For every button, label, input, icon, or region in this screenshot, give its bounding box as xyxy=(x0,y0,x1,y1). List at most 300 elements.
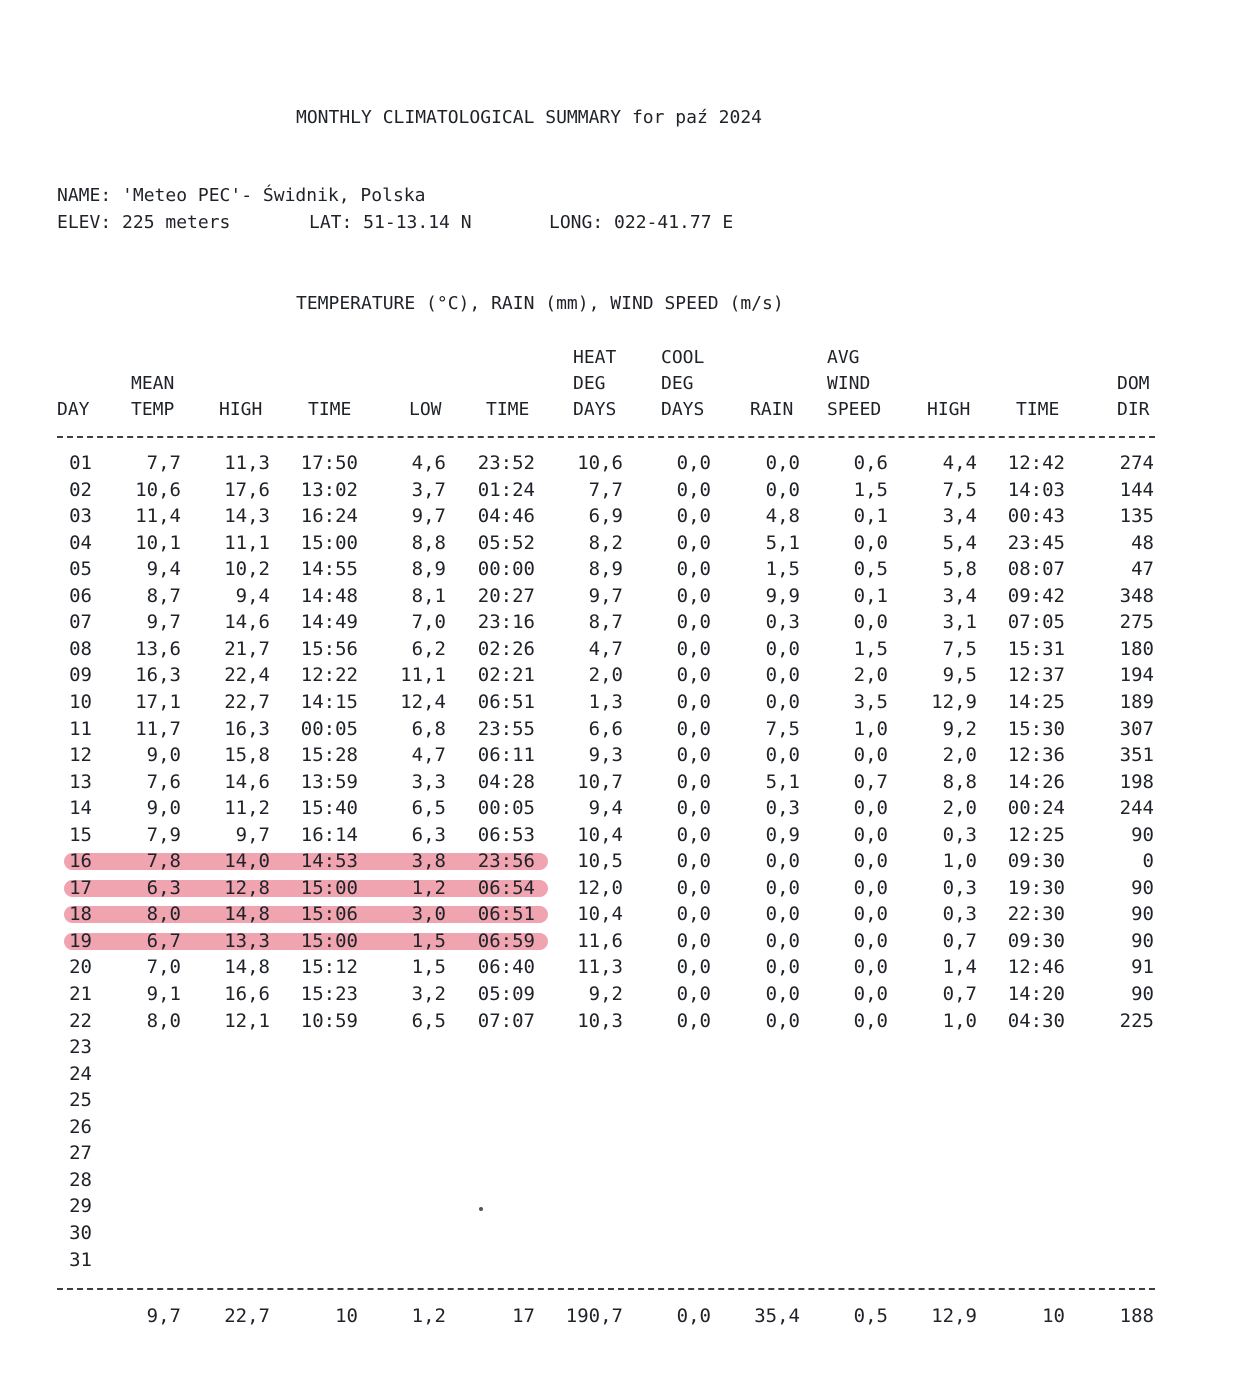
cell-high-time: 15:00 xyxy=(300,876,358,899)
cell-cool-deg-days: 0,0 xyxy=(676,452,711,474)
cell-wind-high: 0,3 xyxy=(942,903,977,926)
cell-low-time: 05:52 xyxy=(477,531,535,554)
cell-avg-wind-speed: 0,0 xyxy=(853,983,888,1005)
cell-rain: 0,0 xyxy=(765,664,800,687)
cell-low-time: 23:56 xyxy=(477,850,535,873)
cell-mean-temp: 8,0 xyxy=(146,903,181,926)
header-rain: RAIN xyxy=(750,399,794,420)
cell-heat-deg-days: 6,6 xyxy=(588,717,623,740)
cell-heat-deg-days: 12,0 xyxy=(577,876,623,899)
table-row xyxy=(0,662,1260,688)
table-row xyxy=(0,556,1260,582)
cell-high: 11,3 xyxy=(224,452,270,474)
cell-dom-dir: 47 xyxy=(1131,558,1154,581)
cell-wind-high: 0,7 xyxy=(942,929,977,952)
cell-high-time: 15:06 xyxy=(300,903,358,926)
cell-mean-temp: 8,0 xyxy=(146,1009,181,1032)
cell-wind-high: 5,4 xyxy=(942,531,977,554)
cell-wind-high-time: 15:30 xyxy=(1007,717,1065,740)
cell-wind-high-time: 19:30 xyxy=(1007,876,1065,899)
cell-low: 6,8 xyxy=(411,717,446,740)
cell-low: 3,7 xyxy=(411,478,446,501)
cell-dom-dir: 225 xyxy=(1119,1009,1154,1032)
cell-wind-high-time: 04:30 xyxy=(1007,1009,1065,1032)
cell-day: 21 xyxy=(69,983,92,1005)
cell-mean-temp: 6,3 xyxy=(146,876,181,899)
cell-heat-deg-days: 10,3 xyxy=(577,1009,623,1032)
cell-wind-high: 3,4 xyxy=(942,584,977,607)
header-day: DAY xyxy=(57,399,90,420)
cell-heat-deg-days: 8,2 xyxy=(588,531,623,554)
cell-day: 28 xyxy=(69,1168,92,1191)
cell-high-time: 14:49 xyxy=(300,611,358,634)
cell-rain: 0,0 xyxy=(765,452,800,474)
cell-low: 8,9 xyxy=(411,558,446,581)
cell-high: 14,3 xyxy=(224,505,270,528)
total-low: 1,2 xyxy=(411,1305,446,1327)
cell-mean-temp: 7,8 xyxy=(146,850,181,873)
cell-day: 01 xyxy=(69,452,92,474)
cell-mean-temp: 8,7 xyxy=(146,584,181,607)
cell-heat-deg-days: 8,7 xyxy=(588,611,623,634)
cell-dom-dir: 90 xyxy=(1131,903,1154,926)
cell-wind-high-time: 14:20 xyxy=(1007,983,1065,1005)
cell-low-time: 07:07 xyxy=(477,1009,535,1032)
cell-mean-temp: 16,3 xyxy=(135,664,181,687)
cell-high: 10,2 xyxy=(224,558,270,581)
cell-high-time: 15:00 xyxy=(300,531,358,554)
cell-avg-wind-speed: 0,0 xyxy=(853,797,888,820)
header-heat-1: HEAT xyxy=(573,347,617,368)
cell-low: 7,0 xyxy=(411,611,446,634)
cell-cool-deg-days: 0,0 xyxy=(676,744,711,767)
table-row xyxy=(0,1167,1260,1193)
cell-rain: 0,0 xyxy=(765,1009,800,1032)
cell-heat-deg-days: 9,2 xyxy=(588,983,623,1005)
cell-high: 17,6 xyxy=(224,478,270,501)
table-row xyxy=(0,477,1260,503)
cell-day: 26 xyxy=(69,1115,92,1138)
cell-high-time: 15:28 xyxy=(300,744,358,767)
cell-high-time: 14:15 xyxy=(300,690,358,713)
cell-avg-wind-speed: 0,0 xyxy=(853,744,888,767)
cell-low-time: 06:51 xyxy=(477,690,535,713)
header-divider xyxy=(57,436,1155,438)
cell-dom-dir: 90 xyxy=(1131,983,1154,1005)
cell-day: 03 xyxy=(69,505,92,528)
cell-cool-deg-days: 0,0 xyxy=(676,584,711,607)
cell-cool-deg-days: 0,0 xyxy=(676,929,711,952)
cell-low: 3,8 xyxy=(411,850,446,873)
cell-wind-high: 1,0 xyxy=(942,850,977,873)
table-row xyxy=(0,1247,1260,1273)
cell-mean-temp: 9,4 xyxy=(146,558,181,581)
table-row xyxy=(0,1220,1260,1246)
cell-low: 4,6 xyxy=(411,452,446,474)
cell-cool-deg-days: 0,0 xyxy=(676,850,711,873)
cell-dom-dir: 90 xyxy=(1131,823,1154,846)
cell-low: 3,2 xyxy=(411,983,446,1005)
cell-rain: 0,0 xyxy=(765,929,800,952)
cell-heat-deg-days: 10,6 xyxy=(577,452,623,474)
cell-mean-temp: 9,7 xyxy=(146,611,181,634)
cell-wind-high: 2,0 xyxy=(942,744,977,767)
cell-dom-dir: 348 xyxy=(1119,584,1154,607)
cell-wind-high: 1,4 xyxy=(942,956,977,979)
cell-heat-deg-days: 10,4 xyxy=(577,903,623,926)
cell-wind-high: 3,4 xyxy=(942,505,977,528)
cell-avg-wind-speed: 1,0 xyxy=(853,717,888,740)
table-row xyxy=(0,716,1260,742)
cell-wind-high-time: 15:31 xyxy=(1007,637,1065,660)
cell-cool-deg-days: 0,0 xyxy=(676,664,711,687)
units-line: TEMPERATURE (°C), RAIN (mm), WIND SPEED (m/s) xyxy=(296,293,784,314)
cell-low-time: 04:46 xyxy=(477,505,535,528)
cell-low: 1,2 xyxy=(411,876,446,899)
table-row xyxy=(0,636,1260,662)
cell-high: 11,1 xyxy=(224,531,270,554)
table-row xyxy=(0,901,1260,927)
cell-rain: 7,5 xyxy=(765,717,800,740)
header-wind-1: AVG xyxy=(827,347,860,368)
header-time-low: TIME xyxy=(486,399,530,420)
cell-avg-wind-speed: 3,5 xyxy=(853,690,888,713)
cell-heat-deg-days: 9,4 xyxy=(588,797,623,820)
table-row xyxy=(0,583,1260,609)
cell-day: 20 xyxy=(69,956,92,979)
cell-high-time: 12:22 xyxy=(300,664,358,687)
cell-avg-wind-speed: 0,0 xyxy=(853,823,888,846)
cell-dom-dir: 194 xyxy=(1119,664,1154,687)
table-row xyxy=(0,450,1260,476)
table-row xyxy=(0,742,1260,768)
table-row xyxy=(0,848,1260,874)
cell-high: 12,1 xyxy=(224,1009,270,1032)
header-wind-2: WIND xyxy=(827,373,871,394)
cell-dom-dir: 275 xyxy=(1119,611,1154,634)
header-wind-time: TIME xyxy=(1016,399,1060,420)
cell-day: 22 xyxy=(69,1009,92,1032)
cell-dom-dir: 90 xyxy=(1131,929,1154,952)
cell-low: 8,1 xyxy=(411,584,446,607)
cell-rain: 0,0 xyxy=(765,637,800,660)
cell-low: 6,5 xyxy=(411,1009,446,1032)
total-mean-temp: 9,7 xyxy=(146,1305,181,1327)
cell-wind-high-time: 09:30 xyxy=(1007,929,1065,952)
cell-mean-temp: 9,0 xyxy=(146,797,181,820)
cell-mean-temp: 7,9 xyxy=(146,823,181,846)
header-cool-2: DEG xyxy=(661,373,694,394)
cell-high-time: 10:59 xyxy=(300,1009,358,1032)
cell-mean-temp: 9,0 xyxy=(146,744,181,767)
cell-day: 19 xyxy=(69,929,92,952)
cell-high-time: 15:12 xyxy=(300,956,358,979)
table-row xyxy=(0,795,1260,821)
cell-mean-temp: 11,4 xyxy=(135,505,181,528)
header-cool-1: COOL xyxy=(661,347,705,368)
station-longitude: LONG: 022-41.77 E xyxy=(549,212,734,233)
cell-rain: 0,3 xyxy=(765,611,800,634)
cell-day: 15 xyxy=(69,823,92,846)
header-heat-2: DEG xyxy=(573,373,606,394)
cell-wind-high-time: 12:37 xyxy=(1007,664,1065,687)
cell-dom-dir: 180 xyxy=(1119,637,1154,660)
cell-avg-wind-speed: 1,5 xyxy=(853,478,888,501)
cell-heat-deg-days: 7,7 xyxy=(588,478,623,501)
cell-high: 13,3 xyxy=(224,929,270,952)
cell-wind-high-time: 12:36 xyxy=(1007,744,1065,767)
cell-heat-deg-days: 10,5 xyxy=(577,850,623,873)
cell-rain: 0,0 xyxy=(765,903,800,926)
cell-avg-wind-speed: 0,0 xyxy=(853,956,888,979)
cell-avg-wind-speed: 0,7 xyxy=(853,770,888,793)
cell-day: 31 xyxy=(69,1248,92,1271)
cell-high: 15,8 xyxy=(224,744,270,767)
cell-cool-deg-days: 0,0 xyxy=(676,690,711,713)
total-high-time: 10 xyxy=(335,1305,358,1327)
cell-cool-deg-days: 0,0 xyxy=(676,983,711,1005)
cell-wind-high-time: 23:45 xyxy=(1007,531,1065,554)
totals-row xyxy=(0,1303,1260,1329)
cell-avg-wind-speed: 0,1 xyxy=(853,505,888,528)
cell-avg-wind-speed: 0,0 xyxy=(853,531,888,554)
cell-wind-high-time: 12:42 xyxy=(1007,452,1065,474)
table-row xyxy=(0,689,1260,715)
cell-high: 14,8 xyxy=(224,903,270,926)
cell-low: 6,5 xyxy=(411,797,446,820)
cell-cool-deg-days: 0,0 xyxy=(676,637,711,660)
cell-avg-wind-speed: 0,1 xyxy=(853,584,888,607)
cell-wind-high-time: 14:26 xyxy=(1007,770,1065,793)
cell-day: 13 xyxy=(69,770,92,793)
cell-heat-deg-days: 10,4 xyxy=(577,823,623,846)
cell-day: 24 xyxy=(69,1062,92,1085)
cell-day: 29 xyxy=(69,1195,92,1218)
cell-mean-temp: 9,1 xyxy=(146,983,181,1005)
total-wind-high-time: 10 xyxy=(1042,1305,1065,1327)
cell-low-time: 23:52 xyxy=(477,452,535,474)
cell-high-time: 15:00 xyxy=(300,929,358,952)
table-row xyxy=(0,1008,1260,1034)
cell-avg-wind-speed: 0,0 xyxy=(853,876,888,899)
cell-avg-wind-speed: 2,0 xyxy=(853,664,888,687)
cell-rain: 0,0 xyxy=(765,690,800,713)
cell-wind-high: 9,5 xyxy=(942,664,977,687)
cell-cool-deg-days: 0,0 xyxy=(676,903,711,926)
table-row xyxy=(0,530,1260,556)
cell-day: 10 xyxy=(69,690,92,713)
cell-dom-dir: 274 xyxy=(1119,452,1154,474)
cell-wind-high-time: 00:24 xyxy=(1007,797,1065,820)
scan-speck xyxy=(479,1207,483,1211)
cell-low: 1,5 xyxy=(411,929,446,952)
cell-rain: 4,8 xyxy=(765,505,800,528)
cell-heat-deg-days: 8,9 xyxy=(588,558,623,581)
header-dom-2: DIR xyxy=(1117,399,1150,420)
cell-wind-high: 7,5 xyxy=(942,637,977,660)
total-cool-deg-days: 0,0 xyxy=(676,1305,711,1327)
cell-wind-high-time: 08:07 xyxy=(1007,558,1065,581)
total-wind-high: 12,9 xyxy=(931,1305,977,1327)
header-time-high: TIME xyxy=(308,399,352,420)
table-row xyxy=(0,1061,1260,1087)
table-row xyxy=(0,928,1260,954)
cell-heat-deg-days: 2,0 xyxy=(588,664,623,687)
cell-high: 22,4 xyxy=(224,664,270,687)
cell-low-time: 06:11 xyxy=(477,744,535,767)
cell-wind-high-time: 14:03 xyxy=(1007,478,1065,501)
cell-high-time: 00:05 xyxy=(300,717,358,740)
cell-rain: 0,0 xyxy=(765,478,800,501)
cell-low: 12,4 xyxy=(400,690,446,713)
cell-day: 30 xyxy=(69,1221,92,1244)
cell-cool-deg-days: 0,0 xyxy=(676,770,711,793)
cell-dom-dir: 244 xyxy=(1119,797,1154,820)
cell-high: 9,4 xyxy=(235,584,270,607)
cell-wind-high-time: 14:25 xyxy=(1007,690,1065,713)
cell-wind-high-time: 09:30 xyxy=(1007,850,1065,873)
table-row xyxy=(0,503,1260,529)
cell-cool-deg-days: 0,0 xyxy=(676,531,711,554)
cell-wind-high: 9,2 xyxy=(942,717,977,740)
cell-wind-high: 7,5 xyxy=(942,478,977,501)
cell-dom-dir: 189 xyxy=(1119,690,1154,713)
header-low: LOW xyxy=(409,399,442,420)
cell-low-time: 20:27 xyxy=(477,584,535,607)
station-latitude: LAT: 51-13.14 N xyxy=(309,212,472,233)
table-row xyxy=(0,822,1260,848)
table-row xyxy=(0,1114,1260,1140)
cell-wind-high: 2,0 xyxy=(942,797,977,820)
station-name: NAME: 'Meteo PEC'- Świdnik, Polska xyxy=(57,185,426,206)
cell-rain: 0,0 xyxy=(765,744,800,767)
cell-day: 17 xyxy=(69,876,92,899)
cell-rain: 9,9 xyxy=(765,584,800,607)
cell-cool-deg-days: 0,0 xyxy=(676,1009,711,1032)
cell-high: 14,6 xyxy=(224,770,270,793)
cell-high-time: 17:50 xyxy=(300,452,358,474)
cell-low-time: 00:05 xyxy=(477,797,535,820)
cell-high: 12,8 xyxy=(224,876,270,899)
cell-wind-high-time: 07:05 xyxy=(1007,611,1065,634)
cell-low: 8,8 xyxy=(411,531,446,554)
cell-high: 11,2 xyxy=(224,797,270,820)
cell-dom-dir: 90 xyxy=(1131,876,1154,899)
cell-low: 11,1 xyxy=(400,664,446,687)
cell-wind-high-time: 12:46 xyxy=(1007,956,1065,979)
cell-high: 14,0 xyxy=(224,850,270,873)
total-high: 22,7 xyxy=(224,1305,270,1327)
cell-low-time: 01:24 xyxy=(477,478,535,501)
cell-day: 25 xyxy=(69,1089,92,1112)
cell-wind-high: 5,8 xyxy=(942,558,977,581)
cell-wind-high-time: 22:30 xyxy=(1007,903,1065,926)
cell-high: 16,3 xyxy=(224,717,270,740)
cell-wind-high: 1,0 xyxy=(942,1009,977,1032)
cell-low-time: 06:40 xyxy=(477,956,535,979)
header-wind-high: HIGH xyxy=(927,399,971,420)
cell-low-time: 06:54 xyxy=(477,876,535,899)
cell-high: 14,8 xyxy=(224,956,270,979)
cell-avg-wind-speed: 0,0 xyxy=(853,903,888,926)
total-heat-deg-days: 190,7 xyxy=(565,1305,623,1327)
cell-avg-wind-speed: 0,5 xyxy=(853,558,888,581)
cell-rain: 0,0 xyxy=(765,983,800,1005)
cell-heat-deg-days: 1,3 xyxy=(588,690,623,713)
total-dom-dir: 188 xyxy=(1119,1305,1154,1327)
cell-wind-high: 4,4 xyxy=(942,452,977,474)
cell-high-time: 15:40 xyxy=(300,797,358,820)
cell-day: 07 xyxy=(69,611,92,634)
cell-low: 4,7 xyxy=(411,744,446,767)
cell-cool-deg-days: 0,0 xyxy=(676,505,711,528)
cell-rain: 0,0 xyxy=(765,850,800,873)
cell-low-time: 05:09 xyxy=(477,983,535,1005)
cell-cool-deg-days: 0,0 xyxy=(676,956,711,979)
cell-low-time: 06:53 xyxy=(477,823,535,846)
cell-day: 11 xyxy=(69,717,92,740)
cell-day: 04 xyxy=(69,531,92,554)
cell-low: 6,2 xyxy=(411,637,446,660)
cell-mean-temp: 13,6 xyxy=(135,637,181,660)
cell-high-time: 14:53 xyxy=(300,850,358,873)
cell-day: 06 xyxy=(69,584,92,607)
cell-high: 9,7 xyxy=(235,823,270,846)
cell-heat-deg-days: 9,7 xyxy=(588,584,623,607)
cell-day: 08 xyxy=(69,637,92,660)
table-row xyxy=(0,1087,1260,1113)
cell-day: 23 xyxy=(69,1036,92,1059)
cell-avg-wind-speed: 0,0 xyxy=(853,850,888,873)
cell-high: 16,6 xyxy=(224,983,270,1005)
cell-high-time: 14:55 xyxy=(300,558,358,581)
cell-high-time: 13:02 xyxy=(300,478,358,501)
cell-heat-deg-days: 11,3 xyxy=(577,956,623,979)
header-dom-1: DOM xyxy=(1117,373,1150,394)
cell-low-time: 23:16 xyxy=(477,611,535,634)
cell-high-time: 15:23 xyxy=(300,983,358,1005)
total-low-time: 17 xyxy=(512,1305,535,1327)
cell-heat-deg-days: 4,7 xyxy=(588,637,623,660)
cell-heat-deg-days: 6,9 xyxy=(588,505,623,528)
total-avg-wind-speed: 0,5 xyxy=(853,1305,888,1327)
totals-divider xyxy=(57,1288,1155,1290)
cell-low: 9,7 xyxy=(411,505,446,528)
cell-day: 14 xyxy=(69,797,92,820)
table-row xyxy=(0,769,1260,795)
cell-mean-temp: 10,1 xyxy=(135,531,181,554)
cell-dom-dir: 0 xyxy=(1142,850,1154,873)
cell-rain: 0,9 xyxy=(765,823,800,846)
cell-cool-deg-days: 0,0 xyxy=(676,558,711,581)
table-row xyxy=(0,875,1260,901)
cell-day: 16 xyxy=(69,850,92,873)
cell-mean-temp: 6,7 xyxy=(146,929,181,952)
cell-mean-temp: 17,1 xyxy=(135,690,181,713)
cell-cool-deg-days: 0,0 xyxy=(676,478,711,501)
table-row xyxy=(0,609,1260,635)
cell-low-time: 06:51 xyxy=(477,903,535,926)
cell-wind-high-time: 00:43 xyxy=(1007,505,1065,528)
cell-dom-dir: 144 xyxy=(1119,478,1154,501)
cell-high: 14,6 xyxy=(224,611,270,634)
cell-cool-deg-days: 0,0 xyxy=(676,876,711,899)
table-row xyxy=(0,1140,1260,1166)
cell-high-time: 15:56 xyxy=(300,637,358,660)
cell-rain: 1,5 xyxy=(765,558,800,581)
cell-wind-high: 0,7 xyxy=(942,983,977,1005)
cell-low: 3,3 xyxy=(411,770,446,793)
